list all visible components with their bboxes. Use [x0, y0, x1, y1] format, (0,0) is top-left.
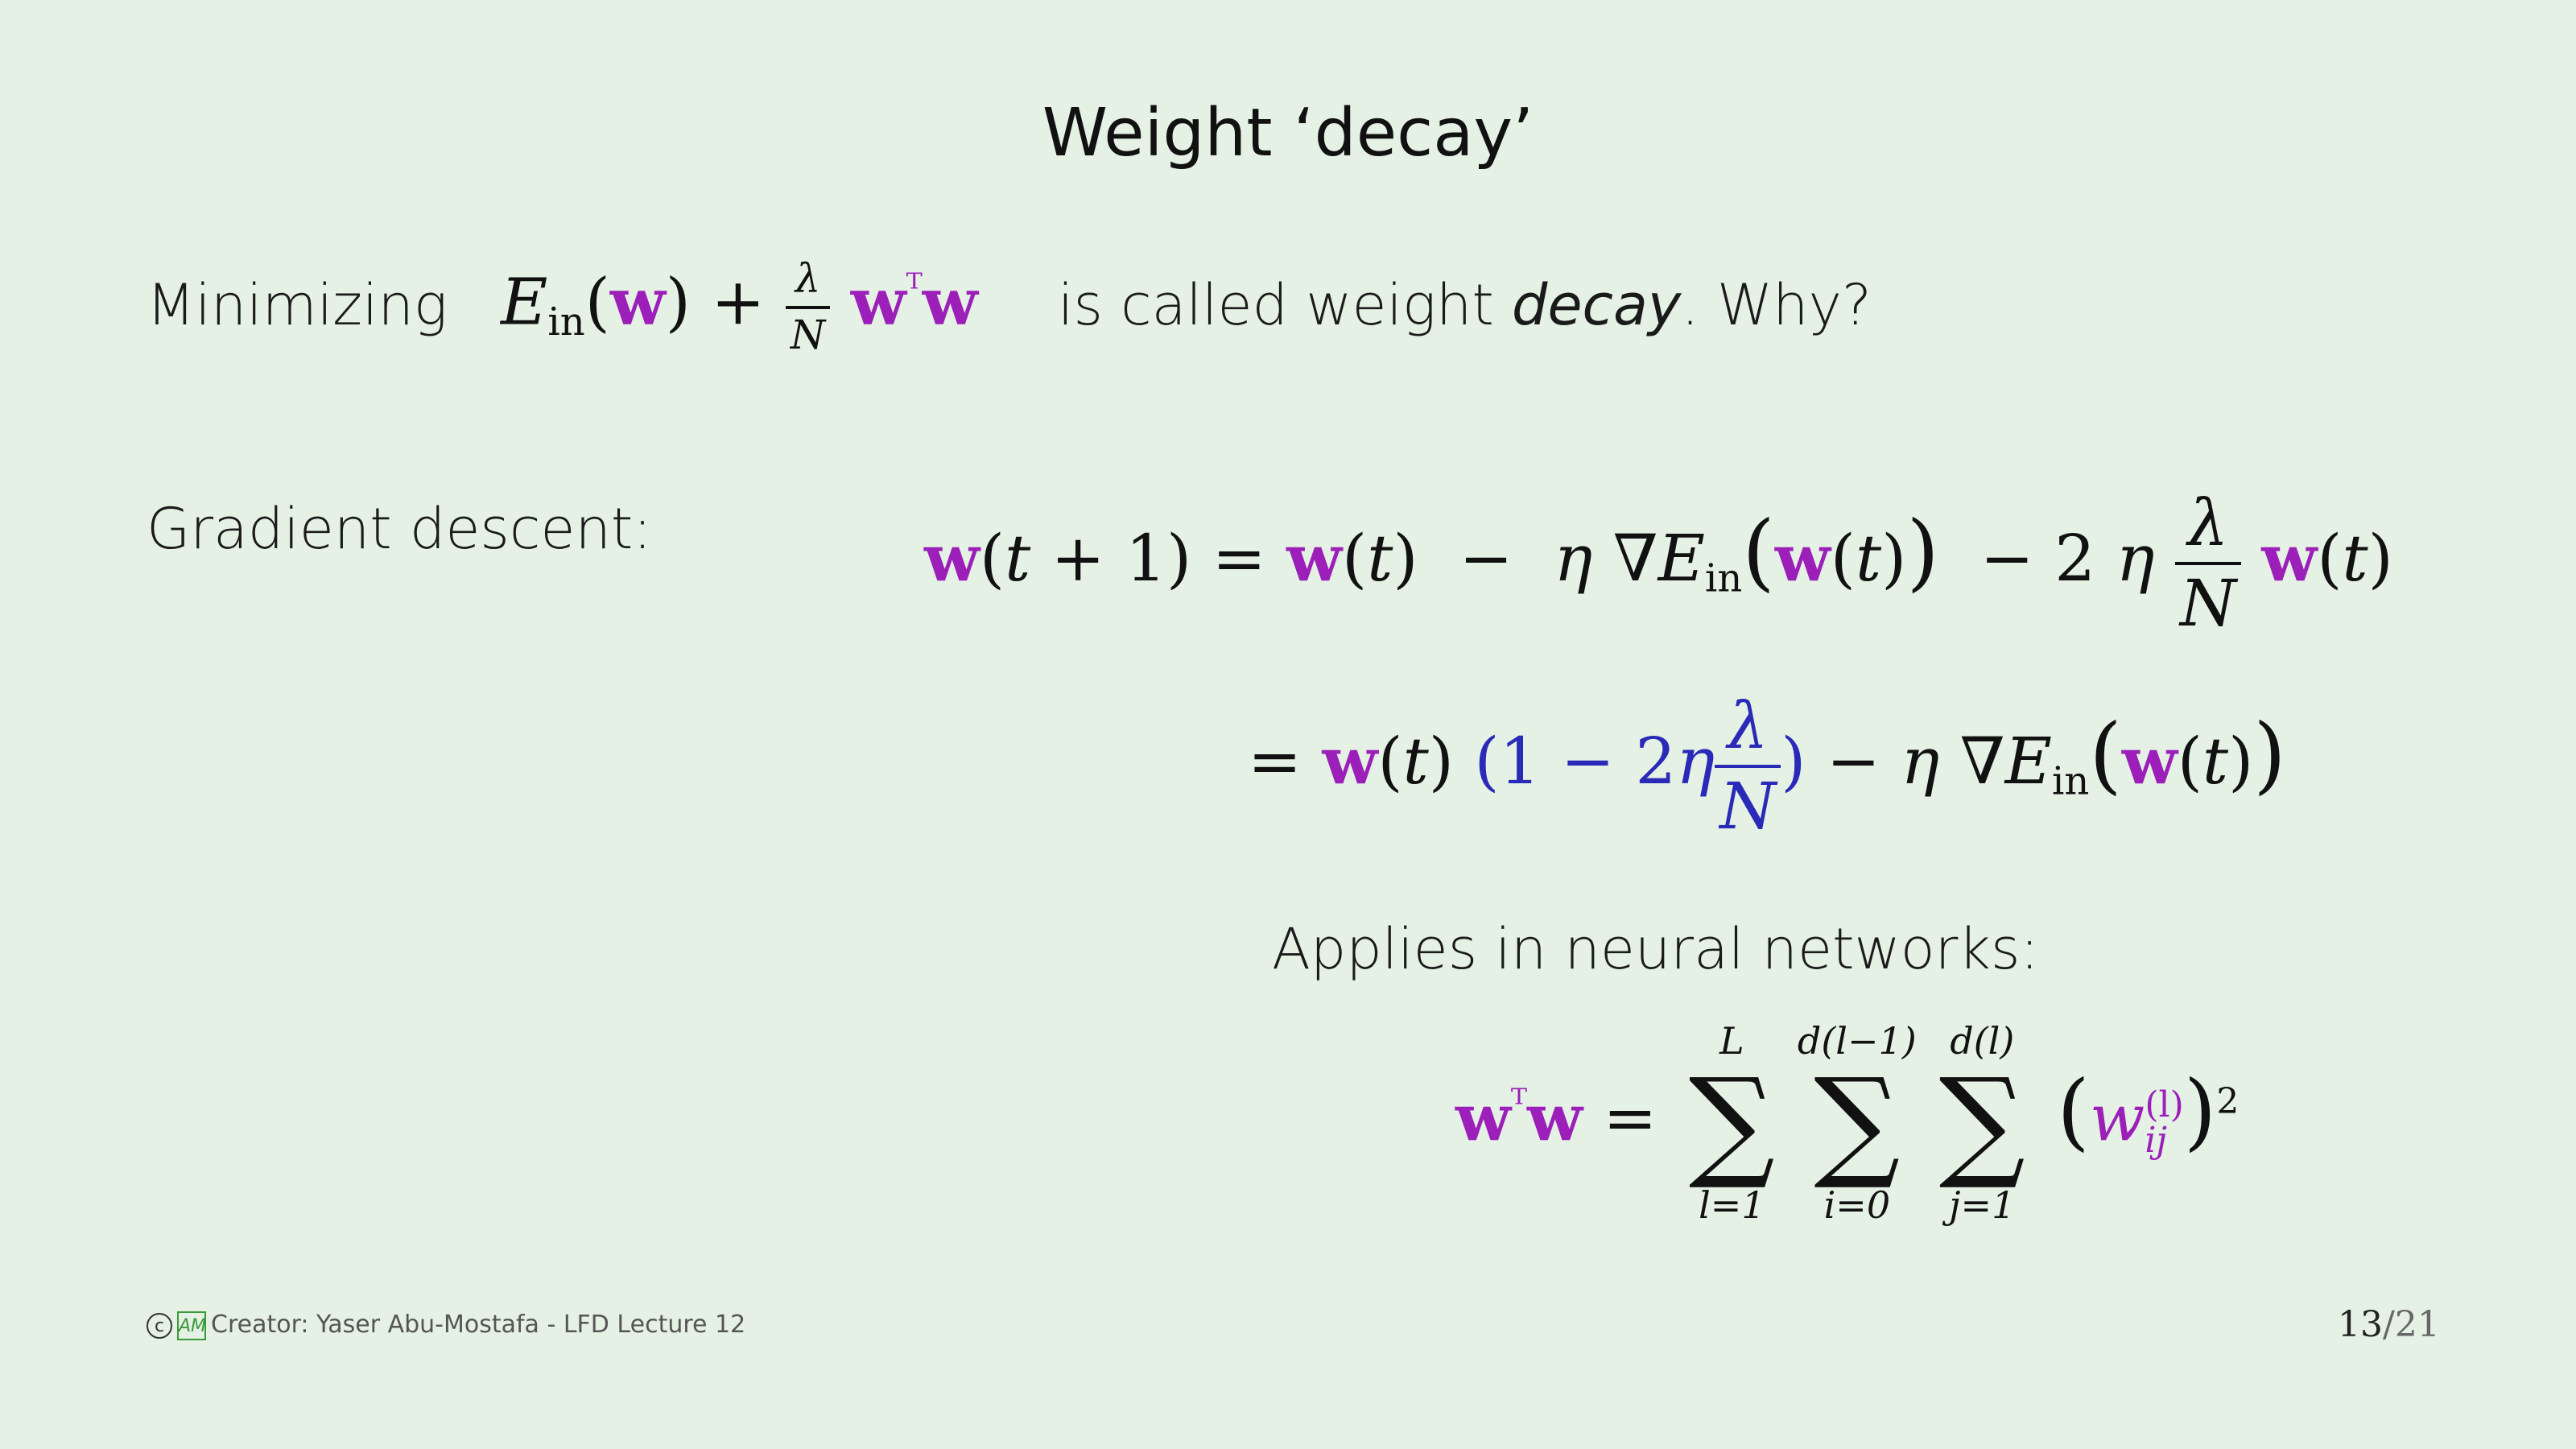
minimizing-label: Minimizing: [147, 272, 448, 338]
w-vector: w: [2261, 520, 2318, 596]
weight-symbol: w: [2089, 1080, 2145, 1155]
in-subscript: in: [547, 299, 585, 345]
decay-emphasis: decay: [1512, 272, 1682, 338]
w-vector: w: [1527, 1080, 1583, 1155]
page-number: [2338, 1304, 2440, 1345]
nabla-symbol: ∇: [1612, 521, 1658, 596]
two-symbol: 2: [2054, 521, 2096, 596]
lambda-symbol: λ: [2187, 485, 2229, 560]
one-symbol: 1: [1125, 521, 1167, 596]
layer-superscript: (l): [2145, 1084, 2184, 1125]
sum-upper-limit: d(l−1): [1797, 1019, 1917, 1063]
footer-credit: [147, 1311, 745, 1340]
n-symbol: N: [1719, 769, 1777, 844]
w-vector: w: [850, 263, 906, 340]
n-symbol: N: [790, 311, 826, 358]
decay-factor: (1 − 2η $\frac{\lambda}{N}$ ): [1474, 688, 1806, 844]
sum-over-inputs: d(l−1) ∑ i=0: [1797, 1019, 1917, 1227]
sum-lower-limit: j=1: [1949, 1183, 2016, 1227]
t-symbol: t: [1855, 521, 1882, 596]
sum-lower-limit: l=1: [1699, 1183, 1765, 1227]
sum-over-outputs: d(l) ∑ j=1: [1938, 1019, 2025, 1227]
copyright-icon: c: [147, 1313, 172, 1339]
t-symbol: t: [2202, 724, 2229, 799]
sum-upper-limit: d(l): [1950, 1019, 2015, 1063]
w-vector: w: [1322, 723, 1378, 799]
page-separator: /: [2383, 1304, 2395, 1345]
w-vector: w: [1286, 520, 1343, 596]
update-equation-2: = w(t) (1 − 2η $\frac{\lambda}{N}$ ) − η $\nabla E_{in}(w(t))$: [1248, 688, 2286, 844]
e-symbol: E: [2004, 724, 2052, 799]
decay-text-a: is called weight: [1058, 272, 1513, 338]
transpose-symbol: ᵀ: [1510, 1081, 1528, 1127]
lambda-over-n: [1715, 688, 1781, 844]
lambda-symbol: λ: [1727, 688, 1769, 763]
amlbook-logo-icon: AM: [177, 1311, 206, 1340]
sum-upper-limit: L: [1719, 1019, 1744, 1063]
n-symbol: N: [2179, 566, 2236, 641]
in-subscript: in: [1705, 555, 1743, 601]
wtw-sum-equation: $w^ᵀw$ = L ∑ l=1 d(l−1) ∑ i=0 d(l) ∑ j=1 (w (l) ij )$^2$: [1455, 1019, 2240, 1227]
eta-symbol: η: [1676, 724, 1715, 799]
t-symbol: t: [2342, 521, 2368, 596]
eta-symbol: η: [1554, 521, 1593, 596]
lambda-over-n: [786, 255, 830, 358]
two-symbol: 2: [1635, 724, 1677, 799]
e-symbol: E: [1657, 521, 1706, 596]
sum-over-layers: L ∑ l=1: [1688, 1019, 1775, 1227]
w-vector: w: [1774, 520, 1831, 596]
t-symbol: t: [1367, 521, 1393, 596]
sum-lower-limit: i=0: [1823, 1183, 1891, 1227]
gradient-descent-label: Gradient descent:: [147, 496, 652, 562]
eta-symbol: η: [2116, 521, 2155, 596]
lambda-over-n: [2175, 485, 2241, 641]
w-vector: w: [609, 263, 666, 340]
w-vector: w: [1455, 1080, 1511, 1155]
ij-subscript: ij: [2145, 1120, 2168, 1161]
one-symbol: 1: [1499, 724, 1541, 799]
update-equation-1: w(t + 1) = w(t) − η $\nabla E_{in}(w(t)) - 2$ η $\frac{\lambda}{N}$ w(t): [924, 485, 2393, 641]
applies-label: Applies in neural networks:: [1272, 916, 2039, 982]
t-symbol: t: [1402, 724, 1429, 799]
w-vector: w: [922, 263, 978, 340]
transpose-symbol: ᵀ: [906, 265, 923, 311]
lambda-symbol: λ: [795, 255, 821, 302]
page-total: 21: [2394, 1304, 2440, 1345]
decay-sentence: [1058, 272, 1872, 338]
objective-expression: $E_{in}(w)$ + $\frac{\lambda}{N}$ $w^ᵀw$: [501, 255, 978, 358]
slide-title: Weight ‘decay’: [1042, 95, 1534, 171]
page-current: 13: [2338, 1304, 2383, 1345]
nabla-symbol: ∇: [1959, 724, 2005, 799]
t-symbol: t: [1005, 521, 1031, 596]
e-symbol: E: [501, 264, 548, 340]
decay-text-b: . Why?: [1681, 272, 1872, 338]
creator-text: Creator: Yaser Abu-Mostafa - LFD Lecture 12: [211, 1311, 746, 1339]
w-vector: w: [924, 520, 980, 596]
w-vector: w: [2121, 723, 2178, 799]
eta-symbol: η: [1901, 724, 1940, 799]
in-subscript: in: [2051, 758, 2090, 804]
square-exponent: 2: [2216, 1081, 2240, 1122]
